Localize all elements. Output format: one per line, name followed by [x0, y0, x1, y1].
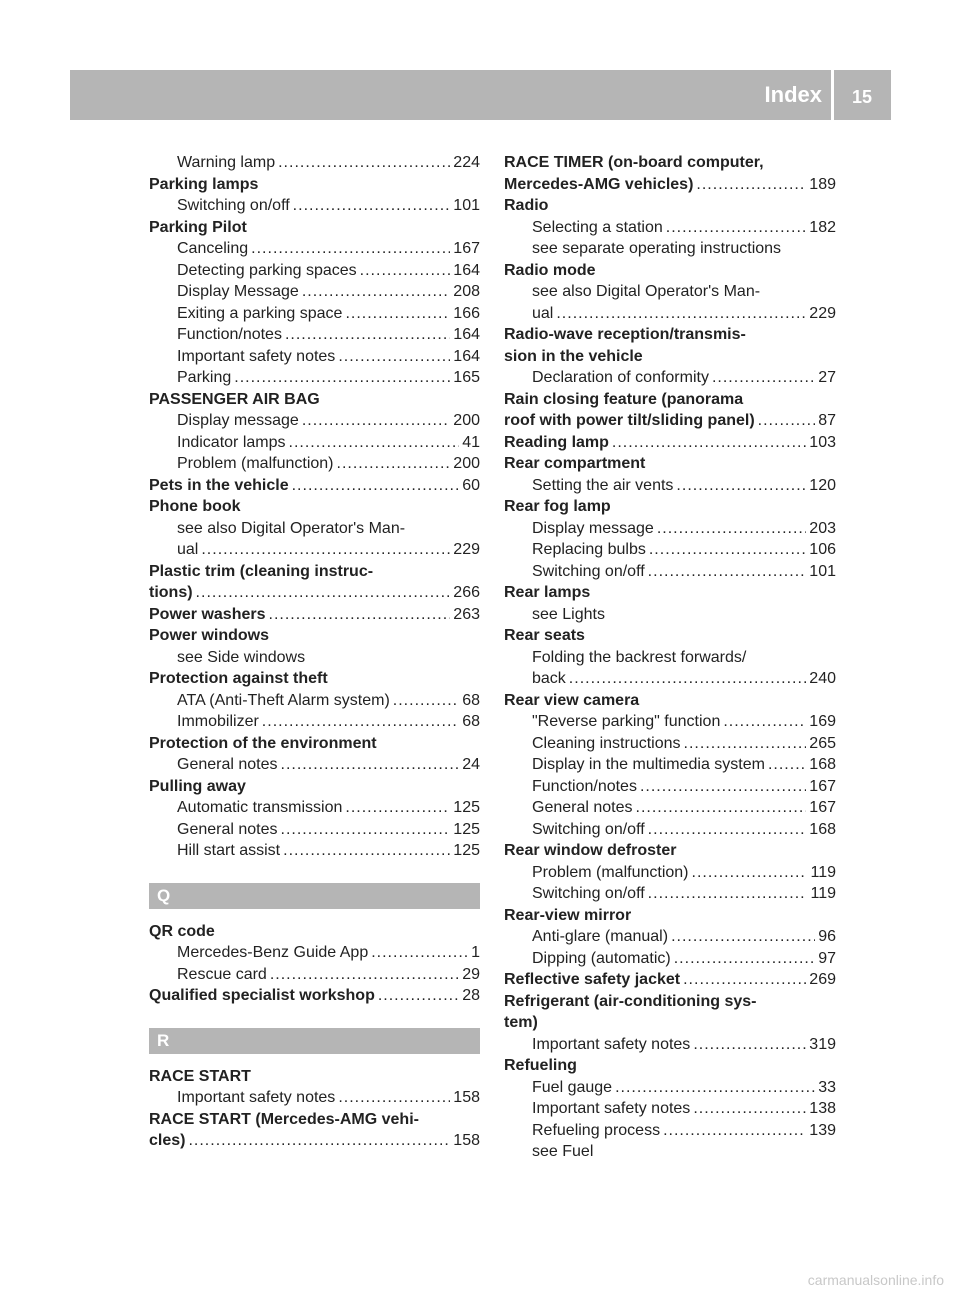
entry-text: Rear-view mirror — [504, 906, 632, 924]
entry-text: Dipping (automatic) — [532, 949, 671, 967]
entry-text: Parking lamps — [149, 175, 259, 193]
page-reference[interactable]: 167 — [809, 799, 836, 816]
dot-leader — [640, 776, 806, 798]
entry-text: see Fuel — [532, 1143, 594, 1160]
page-reference[interactable]: 265 — [809, 734, 836, 752]
page-reference[interactable]: 119 — [810, 885, 836, 902]
entry-text: Fuel gauge — [532, 1078, 613, 1096]
index-entry — [504, 174, 836, 196]
dot-leader — [648, 883, 808, 905]
index-subentry — [149, 346, 480, 368]
index-subentry — [149, 690, 480, 712]
entry-text: Parking Pilot — [149, 218, 247, 236]
entry-text: Problem (malfunction) — [177, 455, 334, 472]
index-entry — [504, 324, 836, 346]
index-subentry — [149, 1087, 480, 1109]
index-entry — [504, 582, 836, 604]
dot-leader — [281, 819, 451, 841]
entry-text: Indicator lamps — [177, 433, 286, 451]
entry-text: Phone book — [149, 498, 241, 515]
page-reference[interactable]: 27 — [818, 369, 836, 386]
index-subentry — [504, 303, 836, 325]
page-reference[interactable]: 164 — [453, 347, 480, 365]
entry-text: ual — [177, 541, 199, 558]
index-entry — [149, 985, 480, 1007]
index-subentry — [504, 819, 836, 841]
dot-leader — [636, 797, 807, 819]
index-subentry — [149, 964, 480, 986]
dot-leader — [674, 948, 815, 970]
entry-text: Display message — [177, 412, 299, 429]
entry-text: Canceling — [177, 240, 249, 257]
index-subentry — [149, 367, 480, 389]
page-reference[interactable]: 229 — [453, 541, 480, 558]
page-reference[interactable]: 60 — [462, 476, 480, 494]
dot-leader — [188, 1130, 450, 1152]
entry-text: see also Digital Operator's Man- — [177, 519, 406, 537]
entry-text: "Reverse parking" function — [532, 713, 721, 730]
entry-text: back — [532, 670, 566, 687]
index-subentry — [149, 281, 480, 303]
entry-text: Folding the backrest forwards/ — [532, 648, 747, 666]
index-subentry — [504, 367, 836, 389]
index-entry — [149, 496, 480, 518]
page-reference[interactable]: 101 — [809, 562, 836, 580]
index-subentry — [149, 840, 480, 862]
page-reference[interactable]: 266 — [453, 584, 480, 601]
page-reference[interactable]: 164 — [453, 261, 480, 279]
index-subentry — [149, 942, 480, 964]
index-subentry — [504, 754, 836, 776]
index-subentry — [504, 561, 836, 583]
page-reference[interactable]: 168 — [809, 820, 836, 838]
page-reference[interactable]: 200 — [453, 412, 480, 429]
entry-text: roof with power tilt/sliding panel) — [504, 412, 755, 429]
entry-text: QR code — [149, 922, 215, 940]
index-entry — [504, 453, 836, 475]
index-entry — [504, 1012, 836, 1034]
dot-leader — [285, 324, 450, 346]
entry-text: Qualified specialist workshop — [149, 987, 375, 1004]
entry-text: General notes — [177, 820, 278, 838]
page-reference[interactable]: 240 — [809, 670, 836, 687]
entry-text: Cleaning instructions — [532, 734, 681, 752]
page-reference[interactable]: 263 — [453, 605, 480, 623]
entry-text: Rear compartment — [504, 455, 646, 472]
page-reference[interactable]: 29 — [462, 965, 480, 983]
dot-leader — [283, 840, 450, 862]
entry-text: Mercedes-Benz Guide App — [177, 944, 369, 961]
watermark: carmanualsonline.info — [807, 1272, 944, 1288]
entry-text: Protection against theft — [149, 670, 328, 687]
entry-text: Radio-wave reception/transmis- — [504, 326, 746, 343]
dot-leader — [196, 582, 451, 604]
entry-text: Rear fog lamp — [504, 498, 611, 515]
page-reference[interactable]: 1 — [471, 944, 480, 961]
entry-text: Anti-glare (manual) — [532, 928, 669, 945]
index-subentry — [149, 518, 480, 540]
dot-leader — [393, 690, 459, 712]
index-subentry — [149, 432, 480, 454]
entry-text: Setting the air vents — [532, 476, 674, 494]
dot-leader — [360, 260, 451, 282]
page-reference[interactable]: 120 — [809, 476, 836, 494]
entry-text: Switching on/off — [532, 562, 645, 580]
page-reference[interactable]: 96 — [818, 928, 836, 945]
page-reference[interactable]: 319 — [809, 1035, 836, 1053]
entry-text: Pets in the vehicle — [149, 476, 289, 494]
dot-leader — [269, 604, 451, 626]
index-subentry — [149, 260, 480, 282]
index-entry — [504, 346, 836, 368]
section-letter-bar: Q — [149, 883, 480, 909]
page-reference[interactable]: 138 — [809, 1100, 836, 1117]
dot-leader — [270, 964, 459, 986]
entry-text: RACE START — [149, 1067, 251, 1085]
dot-leader — [337, 453, 451, 475]
dot-leader — [234, 367, 450, 389]
page-title: Index — [764, 82, 822, 107]
entry-text: Radio — [504, 197, 549, 214]
index-entry — [149, 733, 480, 755]
index-entry — [504, 496, 836, 518]
entry-text: ATA (Anti-Theft Alarm system) — [177, 691, 390, 709]
index-entry — [149, 561, 480, 583]
index-entry — [504, 152, 836, 174]
entry-text: Switching on/off — [532, 885, 645, 902]
entry-text: Refueling process — [532, 1121, 661, 1139]
entry-text: see Side windows — [177, 648, 306, 666]
entry-text: Rear seats — [504, 627, 585, 644]
index-subentry — [504, 539, 836, 561]
page-reference[interactable]: 168 — [809, 756, 836, 773]
index-entry — [504, 690, 836, 712]
dot-leader — [612, 432, 806, 454]
index-subentry — [504, 797, 836, 819]
index-subentry — [504, 238, 836, 260]
entry-text: Warning lamp — [177, 154, 276, 171]
index-entry — [504, 840, 836, 862]
page-reference[interactable]: 224 — [453, 154, 480, 171]
entry-text: Problem (malfunction) — [532, 863, 689, 881]
dot-leader — [289, 432, 460, 454]
dot-leader — [615, 1077, 815, 1099]
index-subentry — [149, 797, 480, 819]
index-entry — [149, 1130, 480, 1152]
index-subentry — [504, 1034, 836, 1056]
page-reference[interactable]: 165 — [453, 369, 480, 386]
page-reference[interactable]: 158 — [453, 1089, 480, 1106]
dot-leader — [768, 754, 806, 776]
page-reference[interactable]: 139 — [809, 1121, 836, 1139]
index-entry — [504, 905, 836, 927]
page-reference[interactable]: 189 — [809, 175, 836, 193]
index-entry — [504, 1055, 836, 1077]
entry-text: Hill start assist — [177, 842, 281, 859]
index-entry — [149, 921, 480, 943]
dot-leader — [302, 410, 450, 432]
dot-leader — [201, 539, 450, 561]
page-reference[interactable]: 182 — [809, 218, 836, 236]
entry-text: Selecting a station — [532, 218, 663, 236]
dot-leader — [278, 152, 450, 174]
index-subentry — [504, 926, 836, 948]
page-reference[interactable]: 97 — [818, 949, 836, 967]
entry-text: PASSENGER AIR BAG — [149, 390, 320, 408]
entry-text: Radio mode — [504, 261, 596, 279]
entry-text: Plastic trim (cleaning instruc- — [149, 562, 374, 580]
entry-text: Reflective safety jacket — [504, 971, 681, 988]
index-subentry — [149, 324, 480, 346]
entry-text: see Lights — [532, 605, 605, 623]
entry-text: Power windows — [149, 627, 270, 644]
index-subentry — [504, 604, 836, 626]
index-subentry — [504, 668, 836, 690]
index-subentry — [149, 238, 480, 260]
dot-leader — [371, 942, 468, 964]
entry-text: Replacing bulbs — [532, 541, 646, 558]
index-subentry — [149, 152, 480, 174]
index-entry — [149, 389, 480, 411]
entry-text: Reading lamp — [504, 433, 609, 451]
page-reference[interactable]: 125 — [453, 799, 480, 816]
index-entry — [504, 625, 836, 647]
page-reference[interactable]: 269 — [809, 971, 836, 988]
dot-leader — [556, 303, 806, 325]
index-subentry — [149, 195, 480, 217]
entry-text: sion in the vehicle — [504, 347, 643, 365]
entry-text: Display Message — [177, 283, 299, 300]
index-subentry — [149, 754, 480, 776]
entry-text: Important safety notes — [532, 1035, 691, 1053]
page-reference[interactable]: 68 — [462, 713, 480, 730]
dot-leader — [692, 862, 808, 884]
dot-leader — [693, 1098, 806, 1120]
index-entry — [504, 991, 836, 1013]
dot-leader — [663, 1120, 806, 1142]
dot-leader — [281, 754, 460, 776]
page-reference[interactable]: 208 — [453, 283, 480, 300]
page-reference[interactable]: 167 — [809, 777, 836, 795]
entry-text: Pulling away — [149, 777, 246, 795]
page-number: 15 — [852, 87, 873, 107]
entry-text: Power washers — [149, 605, 266, 623]
entry-text: Parking — [177, 369, 232, 386]
page-reference[interactable]: 41 — [462, 433, 480, 451]
dot-leader — [684, 733, 807, 755]
index-subentry — [504, 518, 836, 540]
page-reference[interactable]: 103 — [809, 433, 836, 451]
page-reference[interactable]: 106 — [809, 541, 836, 558]
index-entry — [149, 174, 480, 196]
index-subentry — [504, 883, 836, 905]
index-subentry — [504, 475, 836, 497]
dot-leader — [666, 217, 807, 239]
index-entry — [149, 668, 480, 690]
entry-text: RACE TIMER (on-board computer, — [504, 154, 764, 171]
dot-leader — [338, 346, 450, 368]
entry-text: see separate operating instructions — [532, 240, 782, 257]
dot-leader — [648, 561, 807, 583]
dot-leader — [569, 668, 807, 690]
entry-text: Switching on/off — [177, 197, 290, 214]
entry-text: Display message — [532, 519, 654, 537]
page-reference[interactable]: 167 — [453, 240, 480, 257]
entry-text: RACE START (Mercedes-AMG vehi- — [149, 1110, 419, 1128]
entry-text: General notes — [177, 756, 278, 773]
dot-leader — [693, 1034, 806, 1056]
index-subentry — [149, 453, 480, 475]
entry-text: see also Digital Operator's Man- — [532, 283, 761, 300]
page-reference[interactable]: 125 — [453, 842, 480, 859]
index-subentry — [504, 281, 836, 303]
section-letter-bar: R — [149, 1028, 480, 1054]
dot-leader — [758, 410, 816, 432]
index-subentry — [504, 948, 836, 970]
dot-leader — [723, 711, 806, 733]
index-column-left — [149, 152, 480, 1152]
dot-leader — [345, 797, 450, 819]
dot-leader — [292, 475, 460, 497]
dot-leader — [378, 985, 459, 1007]
index-subentry — [149, 539, 480, 561]
entry-text: Refueling — [504, 1057, 577, 1074]
dot-leader — [696, 174, 806, 196]
page-reference[interactable]: 166 — [453, 304, 480, 322]
index-entry — [504, 432, 836, 454]
entry-text: Immobilizer — [177, 713, 259, 730]
page-reference[interactable]: 200 — [453, 455, 480, 472]
index-column-right — [504, 152, 836, 1163]
index-entry — [504, 389, 836, 411]
index-entry — [149, 475, 480, 497]
entry-text: ual — [532, 304, 554, 322]
index-subentry — [149, 819, 480, 841]
page-reference[interactable]: 33 — [818, 1078, 836, 1096]
index-subentry — [504, 711, 836, 733]
index-entry — [149, 625, 480, 647]
entry-text: Mercedes-AMG vehicles) — [504, 175, 694, 193]
index-subentry — [504, 1098, 836, 1120]
index-subentry — [149, 711, 480, 733]
entry-text: Declaration of conformity — [532, 369, 709, 386]
index-subentry — [149, 410, 480, 432]
index-entry — [504, 260, 836, 282]
entry-text: Rain closing feature (panorama — [504, 390, 744, 408]
index-subentry — [504, 862, 836, 884]
entry-text: Rear lamps — [504, 584, 591, 601]
entry-text: Important safety notes — [177, 347, 336, 365]
entry-text: Detecting parking spaces — [177, 261, 357, 279]
entry-text: Important safety notes — [532, 1100, 691, 1117]
entry-text: Protection of the environment — [149, 734, 377, 752]
dot-leader — [676, 475, 806, 497]
entry-text: Switching on/off — [532, 820, 645, 838]
index-entry — [149, 217, 480, 239]
entry-text: General notes — [532, 799, 633, 816]
entry-text: Important safety notes — [177, 1089, 336, 1106]
entry-text: Rescue card — [177, 965, 267, 983]
page-reference[interactable]: 68 — [462, 691, 480, 709]
page-reference[interactable]: 169 — [809, 713, 836, 730]
entry-text: Function/notes — [177, 326, 282, 343]
dot-leader — [302, 281, 450, 303]
index-entry — [504, 195, 836, 217]
dot-leader — [648, 819, 807, 841]
entry-text: Automatic transmission — [177, 799, 343, 816]
index-entry — [149, 776, 480, 798]
index-entry — [149, 1109, 480, 1131]
entry-text: Rear window defroster — [504, 842, 677, 859]
index-subentry — [504, 1120, 836, 1142]
index-subentry — [504, 733, 836, 755]
dot-leader — [251, 238, 450, 260]
page-reference[interactable]: 229 — [809, 304, 836, 322]
page-reference[interactable]: 101 — [453, 197, 480, 214]
index-subentry — [504, 1077, 836, 1099]
index-entry — [149, 1066, 480, 1088]
index-subentry — [149, 303, 480, 325]
dot-leader — [671, 926, 815, 948]
entry-text: Display in the multimedia system — [532, 756, 765, 773]
page-reference[interactable]: 119 — [810, 863, 836, 881]
page-reference[interactable]: 158 — [453, 1132, 480, 1149]
dot-leader — [293, 195, 451, 217]
dot-leader — [683, 969, 806, 991]
dot-leader — [712, 367, 815, 389]
entry-text: Function/notes — [532, 777, 637, 795]
index-entry — [149, 604, 480, 626]
dot-leader — [338, 1087, 450, 1109]
dot-leader — [657, 518, 806, 540]
index-entry — [504, 410, 836, 432]
entry-text: tem) — [504, 1014, 538, 1031]
page-reference[interactable]: 28 — [462, 987, 480, 1004]
header-separator — [831, 70, 834, 120]
page-reference[interactable]: 24 — [462, 756, 480, 773]
index-entry — [149, 582, 480, 604]
dot-leader — [262, 711, 459, 733]
entry-text: Refrigerant (air-conditioning sys- — [504, 992, 757, 1010]
index-subentry — [504, 776, 836, 798]
dot-leader — [345, 303, 450, 325]
index-subentry — [504, 647, 836, 669]
index-subentry — [504, 217, 836, 239]
dot-leader — [649, 539, 806, 561]
page-reference[interactable]: 125 — [453, 820, 480, 838]
entry-text: tions) — [149, 584, 193, 601]
index-subentry — [504, 1141, 836, 1163]
page-reference[interactable]: 164 — [453, 326, 480, 343]
entry-text: cles) — [149, 1132, 186, 1149]
page-reference[interactable]: 87 — [818, 412, 836, 429]
entry-text: Exiting a parking space — [177, 304, 343, 322]
page-reference[interactable]: 203 — [809, 519, 836, 537]
entry-text: Rear view camera — [504, 691, 640, 709]
index-entry — [504, 969, 836, 991]
index-subentry — [149, 647, 480, 669]
